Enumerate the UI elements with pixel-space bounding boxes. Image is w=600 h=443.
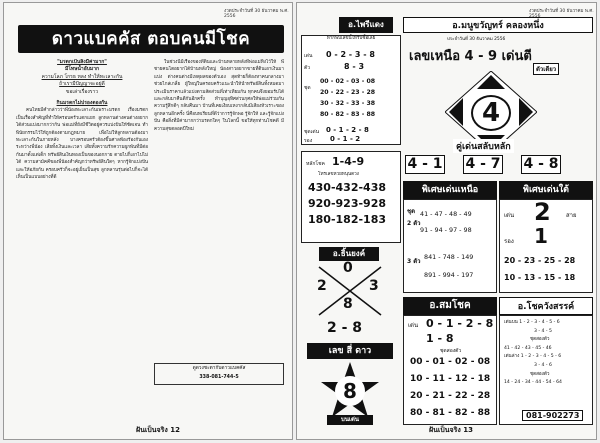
- number-row: 8 - 3: [344, 62, 365, 71]
- main-digit: 2: [534, 198, 551, 226]
- row-label: ชุด: [407, 208, 415, 215]
- pair-box: 4 - 1: [405, 155, 445, 174]
- number-row: 0 - 2 - 3 - 8: [326, 50, 375, 59]
- fortune-list: [504, 319, 562, 388]
- fortune-row: ชุดสองตัว: [530, 337, 550, 343]
- number-list: [420, 206, 472, 238]
- fortune-row: ชุดสองตัว: [530, 371, 550, 377]
- prediction-sub: ตัวเดียว: [533, 63, 559, 75]
- article-heading: "มรดกเป็นสิ่งมีค่ามาก": [57, 59, 107, 65]
- section-tag: อ.สมโชค: [403, 297, 497, 315]
- row-label: ชุด: [304, 85, 311, 91]
- number-row: 1 - 8: [426, 332, 454, 345]
- row-label: เด่น: [408, 322, 419, 329]
- south-pair: 2 - 8: [327, 320, 363, 336]
- cross-digit: 0: [343, 260, 353, 276]
- phone-number: 430-432-438: [308, 181, 387, 194]
- number-list: [320, 76, 375, 120]
- contact-phone: 338-081-744-5: [199, 375, 239, 380]
- section-tag: พิเศษเด่นใต้: [499, 181, 593, 199]
- set-label: ชุดสองตัว: [440, 348, 462, 354]
- number-row: 80 - 81 - 82 - 88: [410, 408, 491, 418]
- box-note: หากพบเลขนี้ให้รีบซื้อเลย: [326, 36, 376, 41]
- phone-number: 920-923-928: [308, 197, 387, 210]
- upper-box: [403, 199, 497, 293]
- row-label: รอง: [504, 238, 514, 245]
- fortune-phone: 081-902273: [522, 410, 583, 421]
- digit-caption: คู่เด่นสลับหลัก: [453, 139, 514, 153]
- numbers-box: [301, 35, 401, 145]
- number-row: 20 - 23 - 25 - 28: [504, 256, 576, 265]
- phone-list: [308, 180, 386, 228]
- pair-box: 4 - 8: [521, 155, 561, 174]
- section-tag: พิเศษเด่นเหนือ: [403, 181, 497, 199]
- fortune-row: 14 - 24 - 34 - 44 - 54 - 64: [504, 380, 562, 386]
- number-row: 0 - 1 - 2 - 8: [426, 317, 494, 330]
- section-tag: อ.มนูขวัญทร์ คลองหนึ่ง: [403, 17, 593, 33]
- number-row: 00 - 01 - 02 - 08: [410, 357, 491, 367]
- row-label: รอง: [304, 138, 313, 144]
- number-row: 41 - 47 - 48 - 49: [420, 210, 472, 218]
- pair-box: 4 - 7: [463, 155, 503, 174]
- article-body: ในช่วงนี้มีเรื่องของที่ดินและบ้านหลายหลังที่พ่อแม่ทิ้งไว้ให้ พี่ชายคนโตอยากได้บ้านหลังใหญ่ น้องสาวอยากขายที่ดินเอาเงินมาแบ่ง ต่างคนต่างมีเหตุผลของตัวเอง สุดท้ายก็ต้องหาคนกลางมาช่วยไกล่เกลี่ย ผู้ใหญ่ในครอบครัวแนะนำให้นำทรัพย์สินทั้งหมดมาประเมินราคาแล้วแบ่งตามสัดส่วนที่เท่าเทียมกัน ทุกคนจึงยอมรับได้ และกลับมาคืนดีกันอีกครั้ง ทำบุญอุทิศส่วนกุศลให้พ่อแม่ร่วมกัน ความรู้สึกดีๆ กลับคืนมา บ้านที่เคยเงียบเหงากลับมีเสียงหัวเราะของลูกหลานอีกครั้ง นี่คือบทเรียนที่ดีว่าการรู้จักพอ รู้จักให้ และรู้จักแบ่งปัน คือสิ่งที่มีค่ามากกว่ามรดกใดๆ ในโลกนี้ ขอให้ทุกท่านโชคดี มีความสุขตลอดปีใหม่: [154, 60, 284, 132]
- article-subheading: มีโทษน้ำอับมาก: [64, 66, 100, 73]
- highlight-number: 1-4-9: [332, 155, 365, 168]
- section-tag: อ.โชควังสรรค์: [499, 297, 593, 315]
- fortune-box: [499, 315, 593, 425]
- number-row: 10 - 11 - 12 - 18: [410, 374, 491, 384]
- number-row: 30 - 32 - 33 - 38: [320, 100, 376, 107]
- fortune-row: เด่นบน 1 - 2 - 3 - 4 - 5 - 6: [504, 320, 560, 325]
- number-row: 20 - 22 - 23 - 28: [320, 89, 376, 96]
- row-label: เด่น: [504, 212, 515, 219]
- page-header: งวดประจำวันที่ 30 ธันวาคม พ.ศ. 2556: [224, 9, 289, 19]
- number-row: 00 - 02 - 03 - 08: [320, 78, 376, 85]
- row-label: สาย: [566, 212, 577, 219]
- phone-number: 180-182-183: [308, 213, 387, 226]
- cross-digit: 3: [369, 278, 379, 294]
- row-label: 2 ตัว: [407, 220, 421, 227]
- section-tag: เลข สี่ ดาว: [307, 343, 393, 359]
- contact-box: [154, 363, 284, 385]
- cross-digit: 8: [343, 296, 353, 312]
- prediction-title: เลขเหนือ 4 - 9 เด่นตี: [409, 49, 532, 64]
- article-column-2: [154, 59, 284, 359]
- left-page: [3, 2, 293, 440]
- number-row: 0 - 1 - 2: [330, 135, 361, 143]
- fortune-row: 3 - 4 - 6: [534, 362, 552, 368]
- article-column-1: [16, 59, 148, 395]
- fortune-row: เด่นล่าง 1 - 2 - 3 - 4 - 5 - 6: [504, 354, 562, 360]
- row-label: 3 ตัว: [407, 258, 421, 265]
- number-list: [424, 248, 473, 284]
- cross-digit: 2: [317, 278, 327, 294]
- article-section-heading: กินมรดกไม่ปรองดองกัน: [56, 100, 108, 107]
- section-tag: อ.ไพรีแดง: [339, 17, 393, 33]
- number-row: 80 - 82 - 83 - 88: [320, 111, 376, 118]
- row-label: เด่น: [304, 53, 313, 59]
- right-page: [296, 2, 597, 440]
- page-footer: ฝันเป็นจริง 12: [136, 426, 180, 434]
- number-row: 20 - 21 - 22 - 28: [410, 391, 491, 401]
- fortune-row: 41 - 42 - 43 - 45 - 46: [504, 345, 552, 351]
- sub-digit: 1: [534, 224, 548, 248]
- article-body: คนไทยมีคำกล่าวว่าพี่น้องทะเลาะกันเพราะมรดก เรื่องมรดกเป็นเรื่องสำคัญที่ทำให้ครอบครัวแตกแยก ลูกหลานต่างคนต่างอยากได้ส่วนแบ่งมากกว่ากัน พ่อแม่ที่ยังมีชีวิตอยู่ควรแบ่งปันให้ชัดเจน ทำพินัยกรรมไว้ให้ถูกต้องตามกฎหมาย เพื่อไม่ให้ลูกหลานต้องมาทะเลาะกันในภายหลัง บางครอบครัวต้องขึ้นศาลฟ้องร้องกันเองระหว่างพี่น้อง เสียทั้งเงินและเวลา เสียทั้งความรักความผูกพันที่มีต่อกันมาตั้งแต่เด็ก ทรัพย์สินเงินทองเป็นของนอกกาย ตายไปก็เอาไปไม่ได้ ความสามัคคีของพี่น้องสำคัญกว่าทรัพย์สินใดๆ หากรู้จักแบ่งปันและให้อภัยกัน ครอบครัวก็จะอยู่เย็นเป็นสุข ลูกหลานรุ่นต่อไปก็จะได้เห็นเป็นแบบอย่างที่ดี: [16, 108, 148, 181]
- number-list: [410, 354, 490, 422]
- number-list: [504, 252, 575, 286]
- phone-note: โทรเลขหวยหนุนดวง: [318, 172, 359, 177]
- fortune-row: 3 - 4 - 5: [534, 328, 552, 334]
- star-digit: 8: [335, 376, 365, 406]
- phone-box: [301, 151, 401, 243]
- featured-digit: 4: [471, 95, 511, 131]
- number-row: 891 - 994 - 197: [424, 271, 474, 279]
- number-row: 91 - 94 - 97 - 98: [420, 226, 472, 234]
- section-tag: อ.ธิ้นยงค์: [319, 247, 379, 261]
- highlight-label: หลักโชค: [306, 161, 325, 167]
- page-footer: ฝันเป็นจริง 13: [429, 426, 473, 434]
- page-header: งวดประจำวันที่ 30 ธันวาคม พ.ศ.: [529, 9, 594, 14]
- article-line: ขอเล่าเรื่องราว: [65, 88, 99, 95]
- prediction-date: ประจำวันที่ 30 ธันวาคม 2556: [447, 37, 506, 42]
- lower-box: [499, 199, 593, 293]
- contact-label: ดูดวงชะตากับดาวแบคคัส: [192, 366, 246, 371]
- number-row: 0 - 1 - 2 - 8: [326, 126, 369, 134]
- lucky-box: [403, 315, 497, 425]
- row-label: ชุดเด่น: [304, 129, 320, 135]
- row-label: ตัว: [304, 65, 311, 71]
- number-row: 841 - 748 - 149: [424, 253, 474, 261]
- article-line: ความโลภ โกรธ หลง ทำให้ทะเลาะกัน: [41, 73, 123, 80]
- star-caption: บนเด่น: [327, 415, 373, 425]
- number-row: 10 - 13 - 15 - 18: [504, 273, 576, 282]
- page-title: ดาวแบคคัส ตอบคนมีโชค: [18, 25, 284, 53]
- article-line: ถ้าเรามีปัญญาจะอยู่ดี: [59, 81, 105, 88]
